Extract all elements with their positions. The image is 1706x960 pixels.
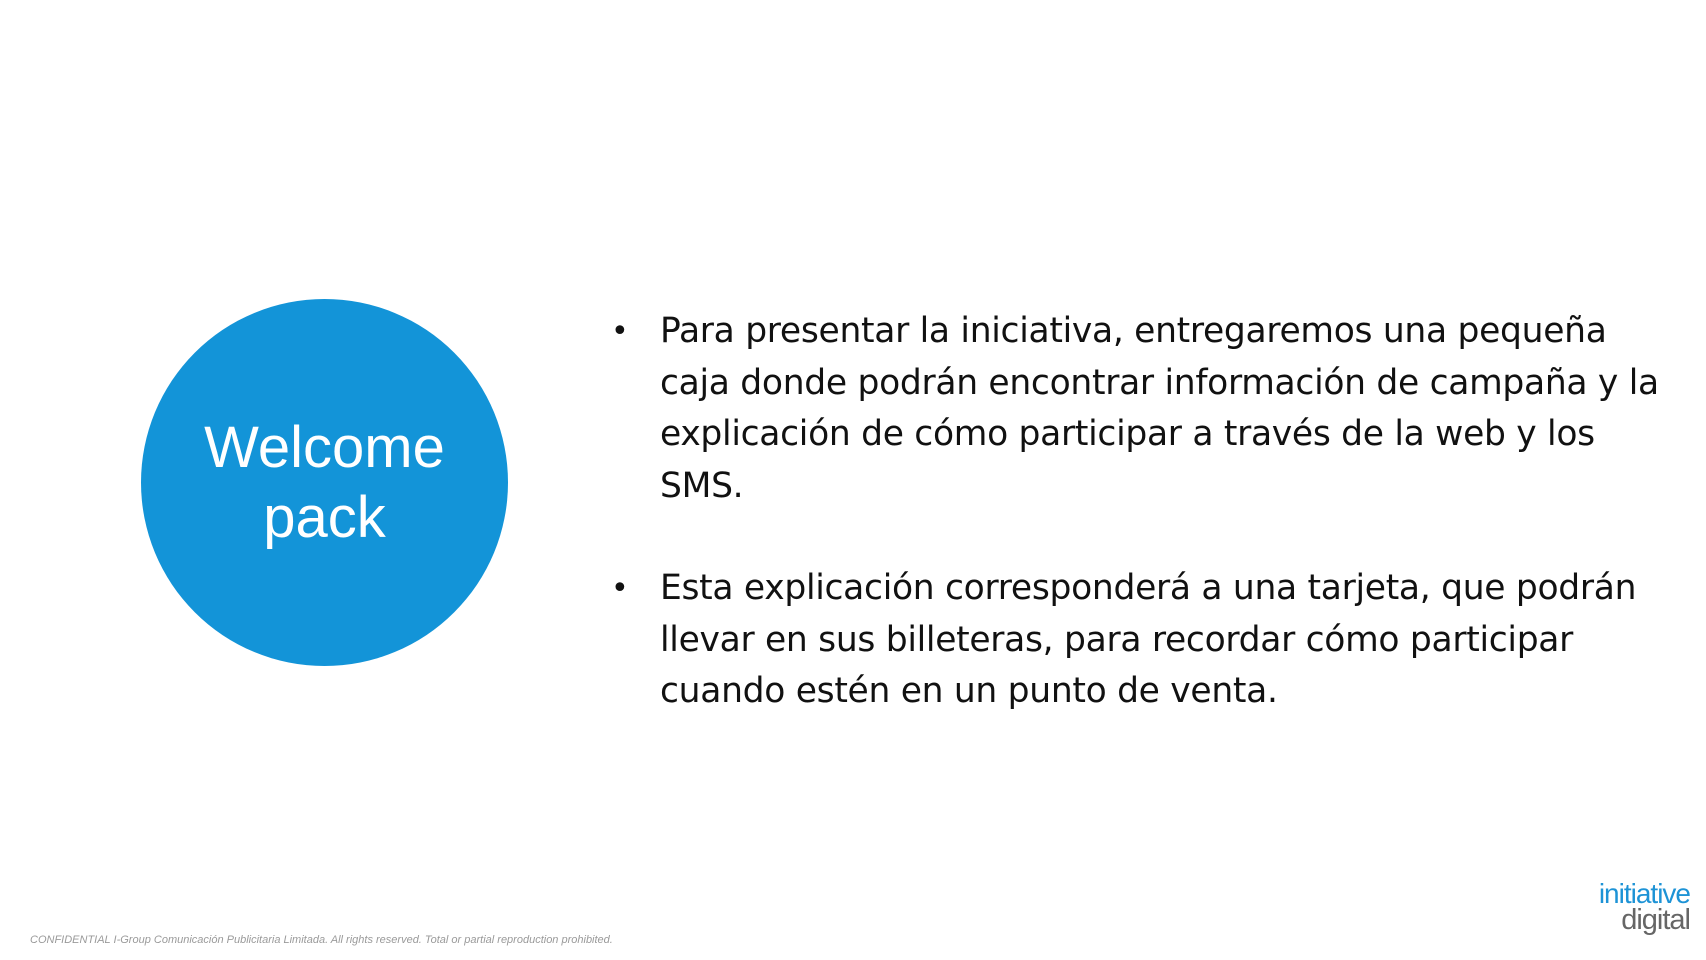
logo-word-initiative: initiative — [1598, 878, 1690, 909]
bullet-list — [605, 306, 1665, 718]
welcome-pack-circle — [141, 299, 508, 666]
logo-word-digital: digital — [1621, 904, 1690, 936]
confidential-notice: CONFIDENTIAL I-Group Comunicación Publicitaria Limitada. All rights reserved. Total or partial reproduction prohibited. — [30, 934, 613, 946]
bullet-point-icon: • — [611, 571, 629, 606]
initiative-digital-logo — [1570, 880, 1690, 934]
bullet-item — [605, 306, 1665, 512]
circle-title — [165, 413, 485, 553]
bullet-text: Para presentar la iniciativa, entregaremos una pequeña caja donde podrán encontrar información de campaña y la explicación de cómo participar a través de la web y los SMS. — [660, 311, 1659, 506]
bullet-item — [605, 563, 1665, 718]
bullet-point-icon: • — [611, 314, 629, 349]
circle-title-line-2: pack — [263, 484, 386, 550]
bullet-text: Esta explicación corresponderá a una tarjeta, que podrán llevar en sus billeteras, para recordar cómo participar cuando estén en un punto de venta. — [660, 568, 1637, 711]
circle-title-line-1: Welcome — [204, 414, 445, 480]
